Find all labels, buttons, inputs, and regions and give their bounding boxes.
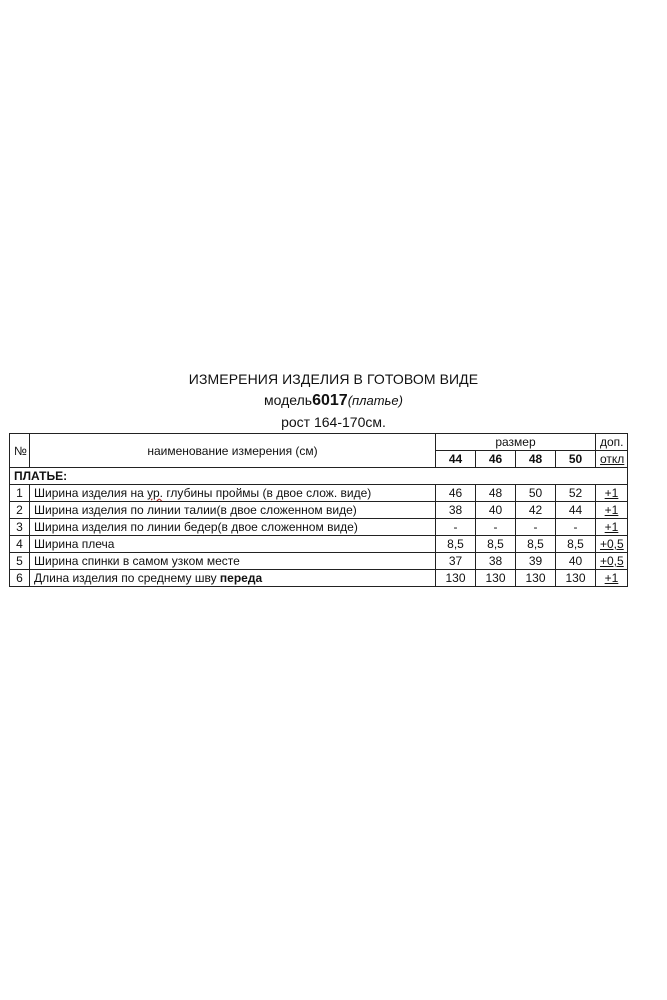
row-value-44: 46 — [436, 485, 476, 502]
row-value-50: 40 — [556, 553, 596, 570]
row-value-44: 8,5 — [436, 536, 476, 553]
row-deviation: +0,5 — [596, 536, 628, 553]
table-row — [10, 485, 628, 502]
section-row — [10, 468, 628, 485]
row-value-50: 8,5 — [556, 536, 596, 553]
size-50-header: 50 — [556, 451, 596, 468]
row-number: 6 — [10, 570, 30, 587]
row-value-46: 130 — [476, 570, 516, 587]
row-number: 1 — [10, 485, 30, 502]
row-value-46: 48 — [476, 485, 516, 502]
row-measurement-name: Ширина изделия на ур. глубины проймы (в двое слож. виде) — [30, 485, 436, 502]
table-header-row — [10, 434, 628, 451]
row-value-48: 130 — [516, 570, 556, 587]
row-value-50: - — [556, 519, 596, 536]
header-no: № — [10, 434, 30, 468]
row-value-50: 52 — [556, 485, 596, 502]
size-44-header: 44 — [436, 451, 476, 468]
table-row — [10, 536, 628, 553]
row-value-48: 42 — [516, 502, 556, 519]
row-measurement-name: Ширина изделия по линии талии(в двое сложенном виде) — [30, 502, 436, 519]
model-line — [0, 392, 667, 410]
header-deviation-line1: доп. — [596, 434, 628, 451]
size-46-header: 46 — [476, 451, 516, 468]
row-value-48: 50 — [516, 485, 556, 502]
row-deviation: +1 — [596, 570, 628, 587]
table-row — [10, 502, 628, 519]
row-value-46: - — [476, 519, 516, 536]
row-value-46: 40 — [476, 502, 516, 519]
row-deviation: +1 — [596, 485, 628, 502]
row-number: 5 — [10, 553, 30, 570]
row-value-44: 37 — [436, 553, 476, 570]
table-row — [10, 570, 628, 587]
model-number: 6017 — [312, 392, 348, 409]
row-value-44: - — [436, 519, 476, 536]
row-measurement-name: Длина изделия по среднему шву переда — [30, 570, 436, 587]
row-measurement-name: Ширина изделия по линии бедер(в двое сложенном виде) — [30, 519, 436, 536]
row-value-48: 8,5 — [516, 536, 556, 553]
model-prefix: модель — [264, 392, 313, 408]
header-deviation-line2: откл — [596, 451, 628, 468]
row-value-44: 38 — [436, 502, 476, 519]
table-row — [10, 519, 628, 536]
model-note: (платье) — [347, 393, 403, 408]
document-title: ИЗМЕРЕНИЯ ИЗДЕЛИЯ В ГОТОВОМ ВИДЕ — [188, 371, 479, 387]
row-deviation: +0,5 — [596, 553, 628, 570]
section-label: ПЛАТЬЕ: — [10, 468, 628, 485]
height-range: рост 164-170см. — [281, 414, 386, 430]
measurements-table — [9, 433, 628, 587]
row-measurement-name: Ширина плеча — [30, 536, 436, 553]
row-deviation: +1 — [596, 519, 628, 536]
header-size-group: размер — [436, 434, 596, 451]
row-value-46: 8,5 — [476, 536, 516, 553]
row-number: 4 — [10, 536, 30, 553]
row-value-50: 130 — [556, 570, 596, 587]
row-deviation: +1 — [596, 502, 628, 519]
row-number: 3 — [10, 519, 30, 536]
row-number: 2 — [10, 502, 30, 519]
header-measurement-name: наименование измерения (см) — [30, 434, 436, 468]
row-value-50: 44 — [556, 502, 596, 519]
row-value-46: 38 — [476, 553, 516, 570]
size-48-header: 48 — [516, 451, 556, 468]
row-value-48: - — [516, 519, 556, 536]
row-value-44: 130 — [436, 570, 476, 587]
table-row — [10, 553, 628, 570]
row-measurement-name: Ширина спинки в самом узком месте — [30, 553, 436, 570]
row-value-48: 39 — [516, 553, 556, 570]
